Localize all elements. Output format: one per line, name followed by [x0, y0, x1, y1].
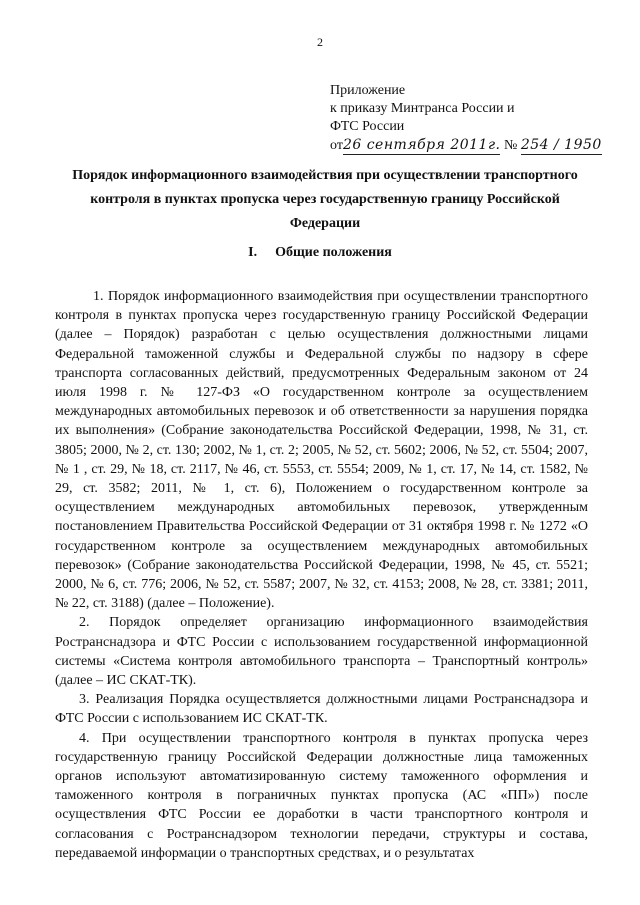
paragraph-1: 1. Порядок информационного взаимодействия при осуществлении транспортного контроля в пунктах пропуска через государственную границу Российской Федерации (далее – Порядок) разработан с целью осуществления должностными лицами Федеральной таможенной службы и Федеральной службы по надзору в сфере транспорта согласованных действий, предусмотренных Федеральным законом от 24 июля 1998 г. № 127-ФЗ «О государственном контроле за осуществлением международных автомобильных перевозок и об ответственности за нарушения порядка их выполнения» (Собрание законодательства Российской Федерации, 1998, № 31, ст. 3805; 2000, № 2, ст. 130; 2002, № 1, ст. 2; 2005, № 52, ст. 5602; 2006, № 52, ст. 5504; 2007, № 1 , ст. 29, № 18, ст. 2117, № 46, ст. 5553, ст. 5554; 2009, № 1, ст. 17, № 14, ст. 1582, № 29, ст. 3582; 2011, № 1, ст. 6), Положением о государственном контроле за осуществлением международных автомобильных перевозок, утвержденным постановлением Правительства Российской Федерации от 31 октября 1998 г. № 1272 «О государственном контроле за осуществлением международных автомобильных перевозок» (Собрание законодательства Российской Федерации, 1998, № 45, ст. 5521; 2000, № 6, ст. 776; 2006, № 52, ст. 5587; 2007, № 32, ст. 4153; 2008, № 28, ст. 3381; 2011, № 22, ст. 3188) (далее – Положение).	[55, 289, 588, 612]
paragraph-4: 4. При осуществлении транспортного контроля в пунктах пропуска через государственную границу Российской Федерации должностные лица таможенных органов используют автоматизированную систему таможенного оформления и таможенного контроля в пограничных пунктах пропуска (АС «ПП») после осуществления ФТС России ее доработки в части транспортного контроля и согласования с Ространснадзором технологии передачи, структуры и состава, передаваемой информации о транспортных средствах, и о результатах	[55, 730, 588, 861]
appendix-number-sign: №	[503, 138, 518, 153]
appendix-line-3: ФТС России	[330, 119, 405, 134]
appendix-line-2: к приказу Минтранса России и	[330, 101, 515, 116]
appendix-line-1: Приложение	[330, 83, 406, 98]
paragraph-2: 2. Порядок определяет организацию информационного взаимодействия Ространснадзора и ФТС России с использованием государственной информационной системы «Система контроля автомобильного транспорта – Транспортный контроль» (далее – ИС СКАТ-ТК).	[55, 615, 588, 689]
appendix-order-number-handwritten: 254 / 1950	[520, 137, 602, 153]
section-number: I.	[248, 245, 258, 260]
page-number: 2	[317, 35, 323, 49]
appendix-line-4	[330, 136, 602, 155]
section-heading	[0, 245, 640, 261]
document-body	[55, 287, 588, 863]
appendix-date-prefix: от	[330, 138, 343, 153]
section-title: Общие положения	[275, 245, 392, 260]
paragraph-3: 3. Реализация Порядка осуществляется должностными лицами Ространснадзора и ФТС России с использованием ИС СКАТ-ТК.	[55, 692, 588, 727]
appendix-block	[330, 82, 602, 155]
document-title: Порядок информационного взаимодействия при осуществлении транспортного контроля в пунктах пропуска через государственную границу Российской Федерации	[72, 168, 578, 231]
appendix-date-handwritten: 26 сентября 2011г.	[342, 137, 501, 153]
